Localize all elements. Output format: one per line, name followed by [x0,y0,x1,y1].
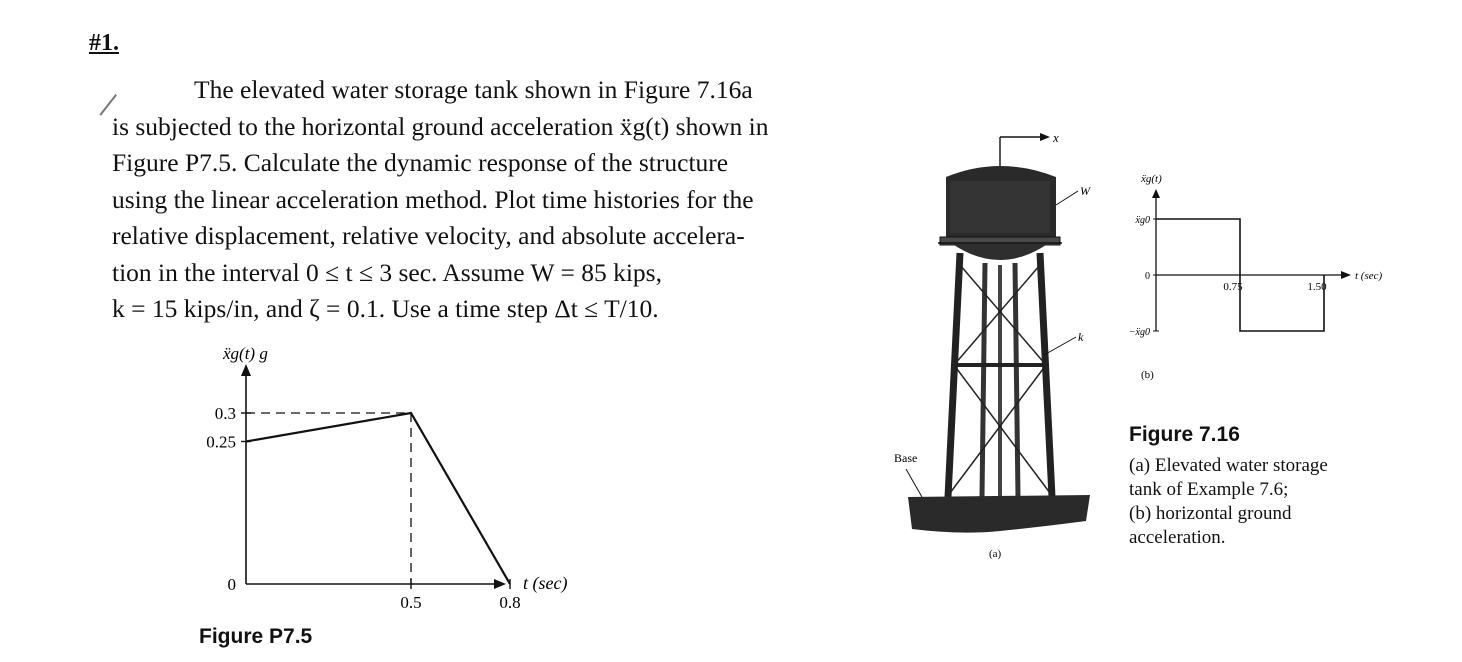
tower-leg [948,253,960,497]
tower-k-label: k [1078,330,1084,344]
problem-line: is subjected to the horizontal ground acceleration ẍg(t) shown in [112,111,769,141]
figure-716b-plot [1115,165,1385,385]
p75-y-tick-label: 0 [227,575,236,594]
b-x-tick-label: 1.50 [1307,281,1327,293]
p75-x-tick-label: 0.8 [499,593,521,612]
problem-statement [112,72,872,328]
tower-x-label: x [1053,130,1059,145]
b-y-tick-label: −ẍg0 [1128,327,1150,338]
tank-balcony [940,237,1060,245]
tower-x-arrow-head [1040,133,1050,141]
b-ylabel: ẍg(t) [1141,173,1162,185]
figure-716-desc-line: acceleration. [1129,527,1226,548]
b-x-arrow [1341,271,1351,279]
p75-x-tick-label: 0.5 [400,593,422,612]
p75-x-arrow [494,579,506,589]
tower-base-label: Base [894,451,918,465]
problem-line: The elevated water storage tank shown in Figure 7.16a [194,75,753,104]
figure-716-description [1129,454,1389,550]
tower-subfig-a-label: (a) [989,548,1002,560]
problem-line: Figure P7.5. Calculate the dynamic response of the structure [112,148,729,177]
tank-texture [950,181,1050,233]
figure-716-desc-line: (a) Elevated water storage [1129,455,1328,476]
figure-716-title: Figure 7.16 [1129,423,1240,446]
tower-leg [1015,263,1018,497]
problem-line: tion in the interval 0 ≤ t ≤ 3 sec. Assume W = 85 kips, [112,257,662,287]
p75-xlabel: t (sec) [523,573,568,593]
tower-w-label: W [1080,184,1090,198]
b-x-tick-label: 0.75 [1223,281,1243,293]
tower-w-leader [1056,191,1078,205]
water-tower-illustration [880,125,1110,565]
figure-716-desc-line: (b) horizontal ground [1129,503,1292,524]
b-y-arrow [1152,189,1160,198]
tower-brace [960,265,1046,365]
problem-number: #1. [89,30,119,56]
b-y-tick-label: ẍg0 [1135,215,1150,226]
tower-k-leader [1044,337,1076,355]
p75-y-tick-label: 0.3 [214,404,236,423]
b-y-tick-label: 0 [1145,271,1150,282]
p75-y-arrow [241,364,251,376]
b-xlabel: t (sec) [1355,270,1383,282]
problem-line: using the linear acceleration method. Plot time histories for the [112,184,754,214]
tower-base-leader [906,469,922,497]
tower-brace [954,265,1040,365]
b-subfig-label: (b) [1141,369,1154,381]
problem-line: k = 15 kips/in, and ζ = 0.1. Use a time step Δt ≤ T/10. [112,294,659,323]
figure-716-desc-line: tank of Example 7.6; [1129,479,1289,500]
tank-bottom [954,245,1046,260]
tower-leg [982,263,985,497]
tower-leg [1040,253,1052,497]
tower-ground [908,495,1090,533]
p75-ylabel: ẍg(t) g [223,344,268,363]
p75-y-tick-label: 0.25 [206,432,236,452]
figure-p75-plot [190,340,610,620]
p75-data-line [246,413,510,584]
problem-line: relative displacement, relative velocity, and absolute accelera- [112,221,745,250]
figure-p75-caption: Figure P7.5 [199,625,313,648]
